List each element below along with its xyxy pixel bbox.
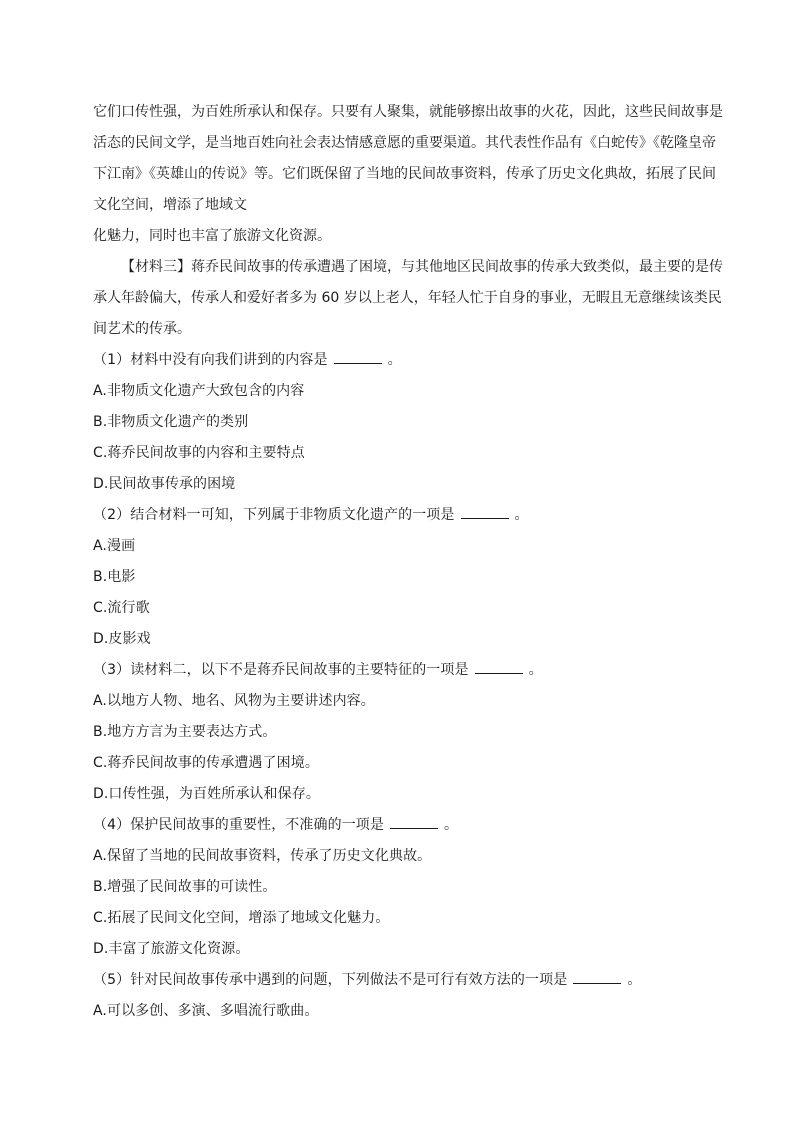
question-1: [93, 345, 721, 500]
answer-blank: [390, 814, 438, 829]
material-three-line: 承人年龄偏大，传承人和爱好者多为 60 岁以上老人，年轻人忙于自身的事业，无暇且无意继续该类民: [93, 290, 722, 306]
option-c: C.拓展了民间文化空间，增添了地域文化魅力。: [93, 910, 390, 926]
passage-line: 化魅力，同时也丰富了旅游文化资源。: [93, 228, 331, 244]
question-stem-text: （1）材料中没有向我们讲到的内容是: [93, 352, 328, 368]
option-a: A.可以多创、多演、多唱流行歌曲。: [93, 1003, 319, 1019]
answer-blank: [475, 659, 523, 674]
question-stem-end: 。: [444, 817, 459, 833]
option-d: D.口传性强，为百姓所承认和保存。: [93, 786, 320, 802]
option-a: A.以地方人物、地名、风物为主要讲述内容。: [93, 693, 375, 709]
option-a: A.保留了当地的民间故事资料，传承了历史文化典故。: [93, 848, 432, 864]
answer-blank: [461, 504, 509, 519]
material-three-line: 间艺术的传承。: [93, 321, 191, 337]
option-c: C.流行歌: [93, 600, 150, 616]
passage-line: 下江南》《英雄山的传说》等。它们既保留了当地的民间故事资料，传承了历史文化典故，拓展了民间: [93, 166, 716, 182]
passage-line: 它们口传性强，为百姓所承认和保存。只要有人聚集，就能够擦出故事的火花，因此，这些民间故事是: [93, 104, 723, 120]
question-3: [93, 655, 721, 810]
option-b: B.增强了民间故事的可读性。: [93, 879, 277, 895]
answer-blank: [573, 969, 621, 984]
question-stem-text: （5）针对民间故事传承中遇到的问题，下列做法不是可行有效方法的一项是: [93, 972, 568, 988]
option-d: D.民间故事传承的困境: [93, 476, 236, 492]
question-stem: [93, 965, 721, 996]
question-stem: [93, 810, 721, 841]
option-a: A.漫画: [93, 538, 136, 554]
option-c: C.蒋乔民间故事的传承遭遇了困境。: [93, 755, 319, 771]
question-stem-end: 。: [528, 662, 543, 678]
option-c: C.蒋乔民间故事的内容和主要特点: [93, 445, 305, 461]
document-content: [93, 97, 721, 1027]
answer-blank: [334, 349, 382, 364]
question-stem-end: 。: [387, 352, 402, 368]
material-three: [93, 252, 721, 345]
passage-line: 文化空间，增添了地域文: [93, 197, 247, 213]
question-stem-end: 。: [627, 972, 642, 988]
option-b: B.电影: [93, 569, 136, 585]
passage-line: 活态的民间文学，是当地百姓向社会表达情感意愿的重要渠道。其代表性作品有《白蛇传》《乾隆皇帝: [93, 135, 716, 151]
question-4: [93, 810, 721, 965]
question-stem-text: （4）保护民间故事的重要性，不准确的一项是: [93, 817, 385, 833]
option-b: B.地方方言为主要表达方式。: [93, 724, 277, 740]
passage-continuation: [93, 97, 721, 252]
question-stem: [93, 655, 721, 686]
question-stem: [93, 345, 721, 376]
option-d: D.皮影戏: [93, 631, 151, 647]
question-5: [93, 965, 721, 1027]
material-three-line: 【材料三】蒋乔民间故事的传承遭遇了困境，与其他地区民间故事的传承大致类似，最主要的是传: [121, 259, 723, 275]
question-stem-text: （2）结合材料一可知，下列属于非物质文化遗产的一项是: [93, 507, 455, 523]
option-d: D.丰富了旅游文化资源。: [93, 941, 250, 957]
question-2: [93, 500, 721, 655]
option-a: A.非物质文化遗产大致包含的内容: [93, 383, 305, 399]
question-stem-end: 。: [514, 507, 529, 523]
option-b: B.非物质文化遗产的类别: [93, 414, 249, 430]
question-stem-text: （3）读材料二，以下不是蒋乔民间故事的主要特征的一项是: [93, 662, 469, 678]
question-stem: [93, 500, 721, 531]
